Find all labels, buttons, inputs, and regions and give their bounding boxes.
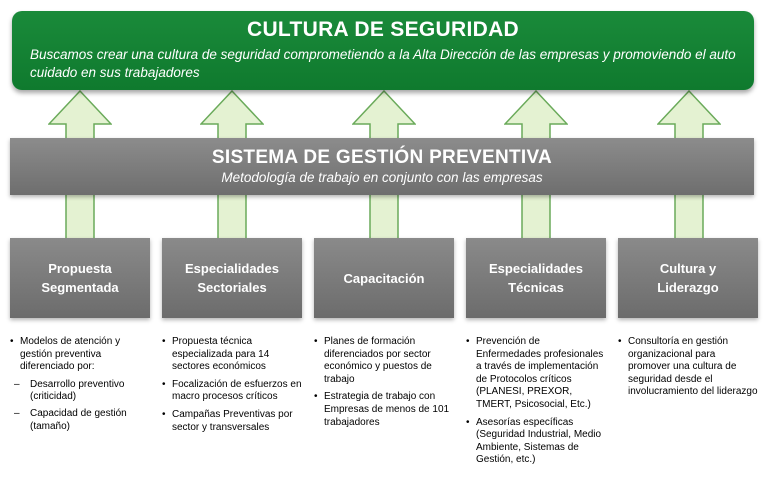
list-item: • Planes de formación diferenciados por sector económico y puestos de trabajo (314, 336, 454, 386)
list-item: • Consultoría en gestión organizacional para promover una cultura de seguridad desde el involucramiento del liderazgo (618, 336, 758, 399)
system-title: SISTEMA DE GESTIÓN PREVENTIVA (211, 147, 553, 168)
list-item: • Campañas Preventivas por sector y transversales (162, 409, 302, 434)
list-item: • Prevención de Enfermedades profesionales a través de implementación de Protocolos críticos (PLANESI, PREXOR, TMERT, Psicosocial, Etc.) (466, 336, 606, 412)
list-subitem: – Capacidad de gestión (tamaño) (10, 408, 142, 433)
list-item: • Asesorías específicas (Seguridad Industrial, Medio Ambiente, Sistemas de Gestión, etc.) (466, 417, 606, 467)
pillar-label: Especialidades Técnicas (489, 261, 583, 295)
pillar-propuesta-segmentada (10, 238, 150, 318)
pillar-label: Especialidades Sectoriales (185, 261, 279, 295)
details-capacitacion (314, 336, 454, 434)
list-item: • Focalización de esfuerzos en macro procesos críticos (162, 379, 302, 404)
details-cultura-liderazgo (618, 336, 758, 404)
pillar-label: Capacitación (343, 270, 425, 286)
details-especialidades-tecnicas (466, 336, 606, 472)
banner-subtitle: Buscamos crear una cultura de seguridad comprometiendo a la Alta Dirección de las empresas y promoviendo el auto cuidado en sus trabajadores (30, 47, 736, 80)
list-item: • Modelos de atención y gestión preventiva diferenciado por: (10, 336, 142, 374)
pillar-label: Propuesta Segmentada (41, 261, 119, 295)
details-especialidades-sectoriales (162, 336, 302, 439)
pillar-label: Cultura y Liderazgo (657, 261, 719, 295)
pillar-capacitacion (314, 238, 454, 318)
pillar-especialidades-sectoriales (162, 238, 302, 318)
system-subtitle: Metodología de trabajo en conjunto con las empresas (221, 170, 543, 185)
list-subitem: – Desarrollo preventivo (criticidad) (10, 379, 142, 404)
pillar-cultura-liderazgo (618, 238, 758, 318)
pillar-especialidades-tecnicas (466, 238, 606, 318)
system-bar (10, 138, 754, 195)
list-item: • Propuesta técnica especializada para 14 sectores económicos (162, 336, 302, 374)
culture-banner (12, 11, 754, 90)
list-item: • Estrategia de trabajo con Empresas de menos de 101 trabajadores (314, 391, 454, 429)
banner-title: CULTURA DE SEGURIDAD (247, 18, 519, 41)
details-propuesta-segmentada (10, 336, 142, 437)
